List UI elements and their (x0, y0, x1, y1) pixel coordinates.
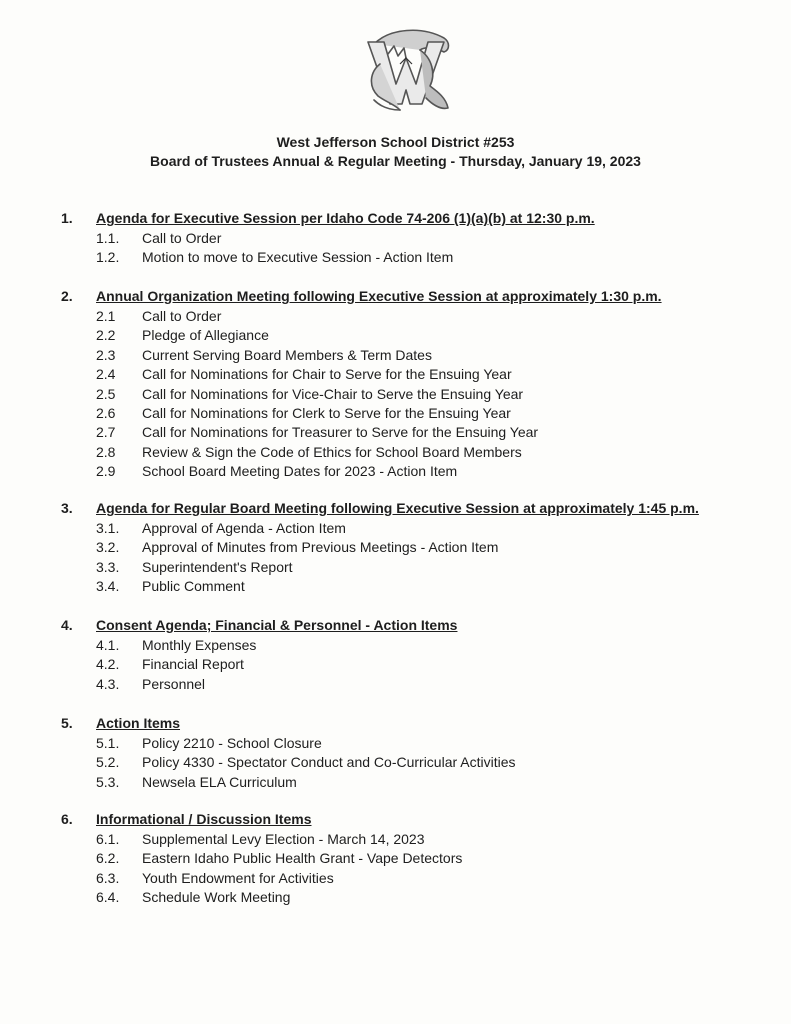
agenda-item (0, 230, 791, 249)
agenda-section-6 (0, 811, 791, 909)
item-text: School Board Meeting Dates for 2023 - Action Item (142, 463, 458, 480)
item-number: 6.4. (96, 889, 120, 906)
agenda-item (0, 249, 791, 268)
item-number: 2.1 (96, 308, 116, 324)
item-text: Policy 2210 - School Closure (142, 735, 322, 751)
item-text: Financial Report (142, 656, 244, 673)
item-text: Policy 4330 - Spectator Conduct and Co-Curricular Activities (142, 754, 516, 771)
item-number: 6.3. (96, 869, 120, 886)
agenda-item (0, 386, 791, 405)
agenda-item (0, 735, 791, 754)
agenda-item (0, 676, 791, 695)
item-number: 3.1. (96, 520, 120, 536)
agenda-item (0, 637, 791, 656)
item-text: Pledge of Allegiance (142, 327, 269, 344)
item-text: Call to Order (142, 308, 222, 324)
section-title: Agenda for Regular Board Meeting following Executive Session at approximately 1:45 p.m. (96, 500, 699, 516)
agenda-section-5 (0, 715, 791, 793)
item-number: 3.4. (96, 578, 120, 595)
agenda-section-4 (0, 617, 791, 695)
item-number: 3.2. (96, 539, 120, 556)
item-text: Superintendent's Report (142, 558, 293, 575)
item-number: 5.1. (96, 735, 120, 751)
item-number: 6.2. (96, 850, 120, 867)
item-number: 5.2. (96, 754, 120, 771)
agenda-item (0, 850, 791, 869)
item-text: Current Serving Board Members & Term Dates (142, 346, 432, 363)
section-number: 2. (61, 288, 73, 304)
agenda-item (0, 444, 791, 463)
meeting-title: Board of Trustees Annual & Regular Meeting - Thursday, January 19, 2023 (150, 153, 641, 169)
section-number: 3. (61, 500, 73, 516)
item-text: Youth Endowment for Activities (142, 869, 334, 886)
agenda-item (0, 520, 791, 539)
item-text: Newsela ELA Curriculum (142, 773, 297, 790)
item-text: Call for Nominations for Clerk to Serve for the Ensuing Year (142, 404, 511, 421)
agenda-item (0, 539, 791, 558)
item-number: 2.9 (96, 463, 116, 480)
item-text: Approval of Agenda - Action Item (142, 520, 346, 536)
agenda-item (0, 327, 791, 346)
item-text: Motion to move to Executive Session - Action Item (142, 249, 454, 266)
item-text: Approval of Minutes from Previous Meetings - Action Item (142, 539, 499, 556)
item-number: 2.4 (96, 366, 116, 383)
item-number: 2.3 (96, 346, 116, 363)
item-text: Call for Nominations for Vice-Chair to Serve the Ensuing Year (142, 385, 524, 402)
item-number: 2.6 (96, 404, 116, 421)
section-title: Action Items (96, 715, 181, 731)
agenda-item (0, 889, 791, 908)
item-text: Call for Nominations for Chair to Serve for the Ensuing Year (142, 366, 512, 383)
item-number: 4.1. (96, 637, 120, 653)
district-name: West Jefferson School District #253 (276, 134, 515, 150)
item-number: 2.5 (96, 385, 116, 402)
agenda-item (0, 463, 791, 482)
item-text: Eastern Idaho Public Health Grant - Vape Detectors (142, 850, 463, 867)
item-text: Call to Order (142, 230, 222, 246)
agenda-item (0, 870, 791, 889)
item-number: 5.3. (96, 773, 120, 790)
agenda-item (0, 656, 791, 675)
item-number: 4.3. (96, 675, 120, 692)
item-number: 6.1. (96, 831, 120, 847)
item-number: 2.8 (96, 443, 116, 460)
item-number: 2.2 (96, 327, 116, 344)
agenda-item (0, 347, 791, 366)
item-number: 4.2. (96, 656, 120, 673)
section-number: 5. (61, 715, 73, 731)
agenda-section-1 (0, 210, 791, 269)
agenda-item (0, 578, 791, 597)
item-text: Call for Nominations for Treasurer to Serve for the Ensuing Year (142, 424, 539, 441)
agenda-item (0, 754, 791, 773)
section-title: Informational / Discussion Items (96, 811, 312, 827)
agenda-item (0, 774, 791, 793)
agenda-section-3 (0, 500, 791, 598)
item-text: Public Comment (142, 578, 245, 595)
section-title: Agenda for Executive Session per Idaho Code 74-206 (1)(a)(b) at 12:30 p.m. (96, 210, 595, 226)
agenda-item (0, 308, 791, 327)
item-number: 2.7 (96, 424, 116, 441)
item-number: 1.1. (96, 230, 120, 246)
item-number: 3.3. (96, 558, 120, 575)
item-text: Monthly Expenses (142, 637, 257, 653)
section-number: 6. (61, 811, 73, 827)
section-title: Consent Agenda; Financial & Personnel - Action Items (96, 617, 458, 633)
item-text: Supplemental Levy Election - March 14, 2023 (142, 831, 425, 847)
agenda-item (0, 405, 791, 424)
item-text: Schedule Work Meeting (142, 889, 291, 906)
item-number: 1.2. (96, 249, 120, 266)
agenda-section-2 (0, 288, 791, 483)
item-text: Personnel (142, 675, 206, 692)
item-text: Review & Sign the Code of Ethics for School Board Members (142, 443, 522, 460)
agenda-item (0, 366, 791, 385)
agenda-item (0, 831, 791, 850)
agenda-item (0, 559, 791, 578)
section-title: Annual Organization Meeting following Executive Session at approximately 1:30 p.m. (96, 288, 662, 304)
section-number: 1. (61, 210, 73, 226)
agenda-item (0, 424, 791, 443)
section-number: 4. (61, 617, 73, 633)
